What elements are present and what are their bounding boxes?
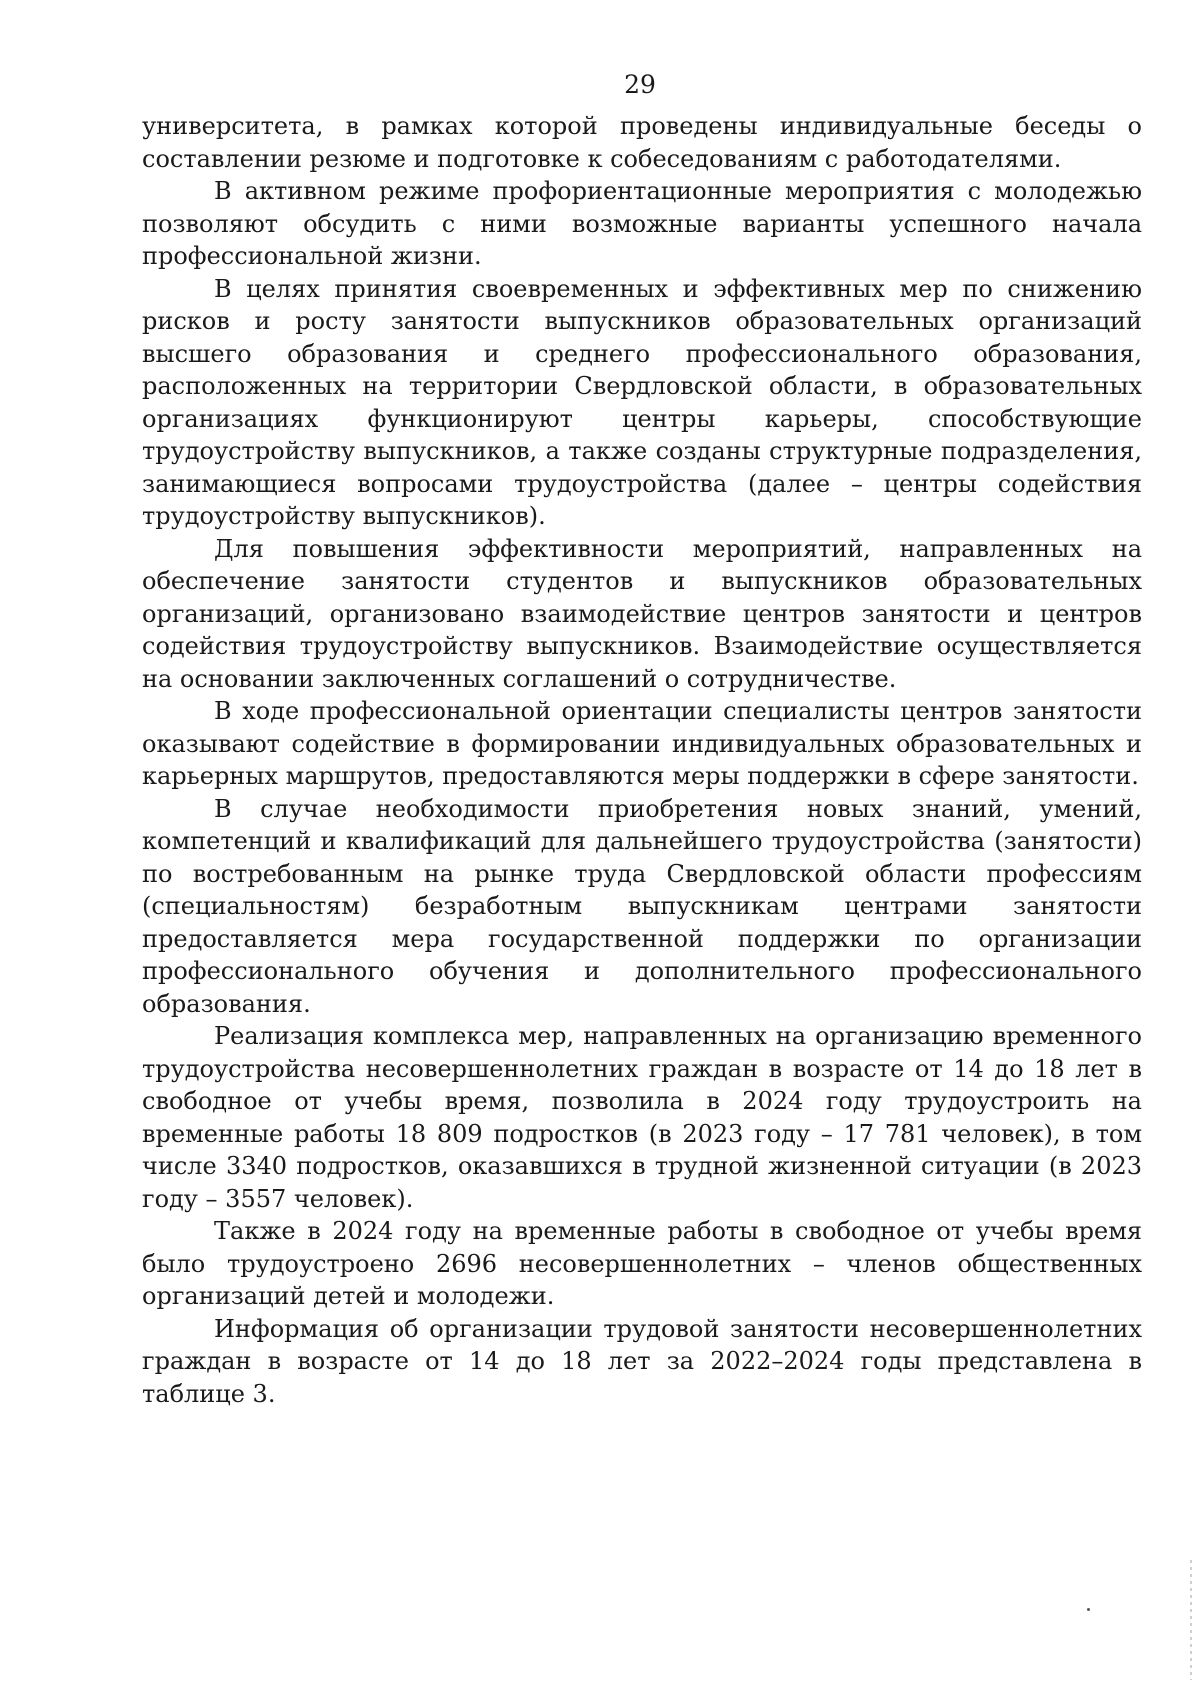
paragraph-career-centers: В целях принятия своевременных и эффективных мер по снижению рисков и росту занятости выпускников образовательных организаций высшего образования и среднего профессионального образования, расположенных на территории Свердловской области, в образовательных организациях функционируют центры карьеры, способствующие трудоустройству выпускников, а также созданы структурные подразделения, занимающиеся вопросами трудоустройства (далее – центры содействия трудоустройству выпускников). xyxy=(142,274,1142,530)
paragraph-career-guidance: В активном режиме профориентационные мероприятия с молодежью позволяют обсудить с ними возможные варианты успешного начала профессиональной жизни. xyxy=(142,177,1142,270)
paragraph-orientation-support: В ходе профессиональной ориентации специалисты центров занятости оказывают содействие в формировании индивидуальных образовательных и карьерных маршрутов, предоставляются меры поддержки в сфере занятости. xyxy=(142,697,1142,790)
scan-edge-mark xyxy=(1190,1560,1192,1680)
paragraph-youth-organizations: Также в 2024 году на временные работы в свободное от учебы время было трудоустроено 2696 несовершеннолетних – членов общественных организаций детей и молодежи. xyxy=(142,1217,1142,1310)
paragraph-temporary-employment: Реализация комплекса мер, направленных на организацию временного трудоустройства несовершеннолетних граждан в возрасте от 14 до 18 лет в свободное от учебы время, позволила в 2024 году трудоустроить на временные работы 18 809 подростков (в 2023 году – 17 781 человек), в том числе 3340 подростков, оказавшихся в трудной жизненной ситуации (в 2023 году – 3557 человек). xyxy=(142,1022,1142,1213)
scan-dot-mark xyxy=(1087,1608,1090,1611)
paragraph-cooperation: Для повышения эффективности мероприятий, направленных на обеспечение занятости студентов и выпускников образовательных организаций, организовано взаимодействие центров занятости и центров содействия трудоустройству выпускников. Взаимодействие осуществляется на основании заключенных соглашений о сотрудничестве. xyxy=(142,534,1142,693)
paragraph-continuation: университета, в рамках которой проведены индивидуальные беседы о составлении резюме и подготовке к собеседованиям с работодателями. xyxy=(142,112,1142,173)
body-text xyxy=(142,110,1142,1410)
paragraph-table-reference: Информация об организации трудовой занятости несовершеннолетних граждан в возрасте от 14 до 18 лет за 2022–2024 годы представлена в таблице 3. xyxy=(142,1314,1142,1408)
page-number: 29 xyxy=(624,70,656,99)
paragraph-vocational-training: В случае необходимости приобретения новых знаний, умений, компетенций и квалификаций для дальнейшего трудоустройства (занятости) по востребованным на рынке труда Свердловской области профессиям (специальностям) безработным выпускникам центрами занятости предоставляется мера государственной поддержки по организации профессионального обучения и дополнительного профессионального образования. xyxy=(142,794,1142,1018)
